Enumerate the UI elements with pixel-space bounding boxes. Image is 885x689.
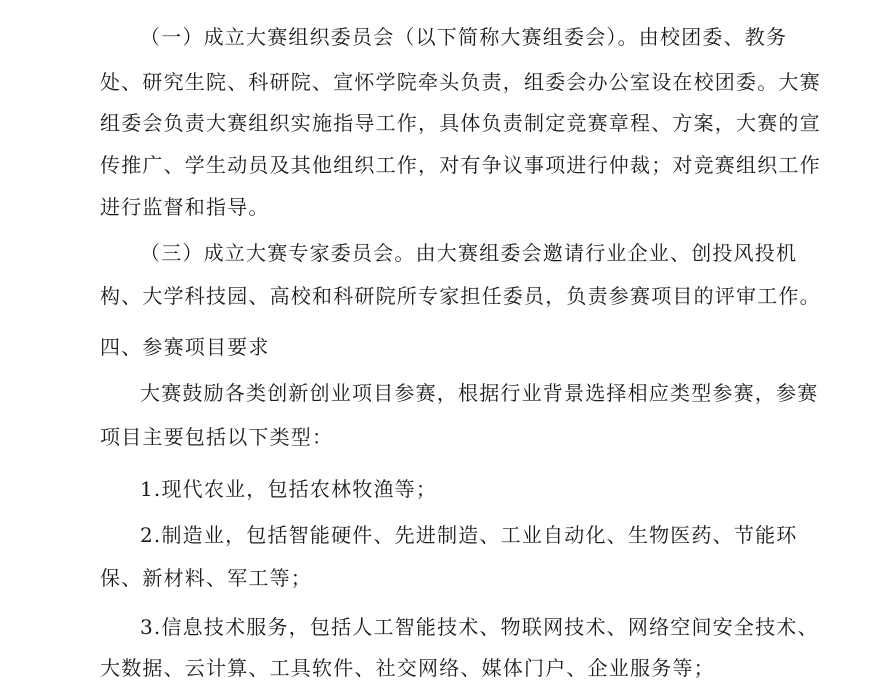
paragraph-1-line-2: 处、研究生院、科研院、宣怀学院牵头负责，组委会办公室设在校团委。大赛 bbox=[100, 70, 821, 94]
list-item-2-line-1: 2.制造业，包括智能硬件、先进制造、工业自动化、生物医药、节能环 bbox=[140, 523, 798, 547]
paragraph-2-line-2: 构、大学科技园、高校和科研院所专家担任委员，负责参赛项目的评审工作。 bbox=[100, 284, 821, 308]
paragraph-1-line-1: （一）成立大赛组织委员会（以下简称大赛组委会）。由校团委、教务 bbox=[140, 25, 788, 49]
paragraph-3-line-2: 项目主要包括以下类型： bbox=[100, 425, 334, 449]
paragraph-1-line-4: 传推广、学生动员及其他组织工作，对有争议事项进行仲裁；对竞赛组织工作 bbox=[100, 153, 821, 177]
paragraph-3-line-1: 大赛鼓励各类创新创业项目参赛，根据行业背景选择相应类型参赛，参赛 bbox=[140, 381, 819, 405]
list-item-3-line-1: 3.信息技术服务，包括人工智能技术、物联网技术、网络空间安全技术、 bbox=[140, 615, 819, 639]
list-item-2-line-2: 保、新材料、军工等； bbox=[100, 566, 312, 590]
paragraph-1-line-5: 进行监督和指导。 bbox=[100, 195, 270, 219]
paragraph-2-line-1: （三）成立大赛专家委员会。由大赛组委会邀请行业企业、创投风投机 bbox=[140, 241, 798, 265]
section-heading: 四、参赛项目要求 bbox=[100, 335, 270, 359]
list-item-3-line-2: 大数据、云计算、工具软件、社交网络、媒体门户、企业服务等； bbox=[100, 656, 715, 680]
list-item-1-line-1: 1.现代农业，包括农林牧渔等； bbox=[140, 477, 438, 501]
paragraph-1-line-3: 组委会负责大赛组织实施指导工作，具体负责制定竞赛章程、方案，大赛的宣 bbox=[100, 111, 821, 135]
